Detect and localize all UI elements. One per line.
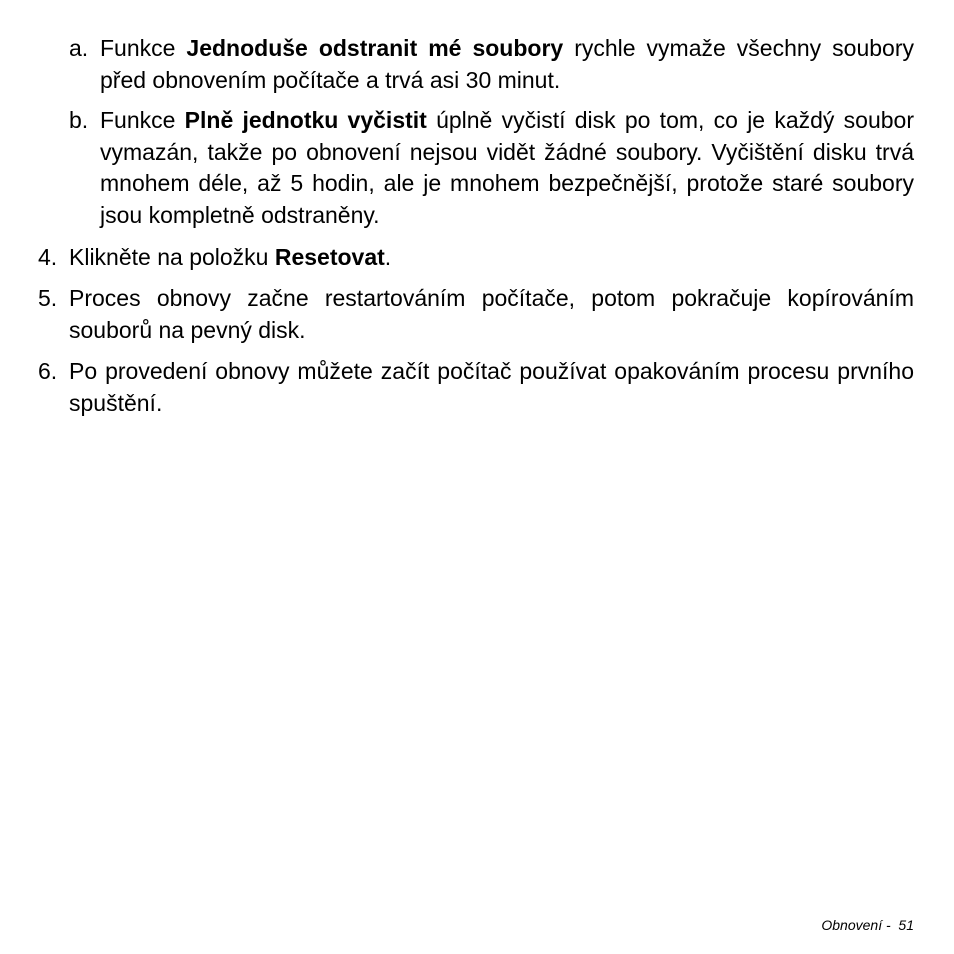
footer-section: Obnovení - (821, 917, 891, 933)
list-item-b (69, 105, 914, 231)
list-marker: 6. (38, 358, 58, 384)
bold-term: Jednoduše odstranit mé soubory (186, 35, 564, 61)
page-number: 51 (898, 917, 914, 933)
text-run: . (384, 244, 392, 270)
list-item-step-6 (38, 356, 914, 419)
list-item-text (100, 33, 914, 96)
text-run: Funkce (100, 107, 185, 133)
bold-term: Plně jednotku vyčistit (184, 107, 427, 133)
list-item-step-5 (38, 283, 914, 346)
text-run: Funkce (100, 35, 187, 61)
list-marker: 5. (38, 285, 58, 311)
list-item-step-4 (38, 242, 914, 274)
text-run: rychle vymaže všechny soubory před obnovením počítače a trvá asi 30 minut. (100, 35, 914, 93)
list-marker: 4. (38, 244, 58, 270)
list-item-a (69, 33, 914, 96)
list-marker: a. (69, 35, 89, 61)
list-marker: b. (69, 107, 89, 133)
list-item-text: Po provedení obnovy můžete začít počítač používat opakováním procesu prvního spuštění. (69, 358, 914, 416)
list-item-text (69, 242, 914, 274)
text-run: úplně vyčistí disk po tom, co je každý soubor vymazán, takže po obnovení nejsou vidět žádné soubory. Vyčištění disku trvá mnohem déle, až 5 hodin, ale je mnohem bezpečnější, protože staré soubory jsou kompletně odstraněny. (100, 107, 914, 228)
list-item-text (100, 105, 914, 231)
bold-term: Resetovat (274, 244, 385, 270)
list-item-text: Proces obnovy začne restartováním počítače, potom pokračuje kopírováním souborů na pevný disk. (69, 285, 914, 343)
text-run: Klikněte na položku (69, 244, 275, 270)
page-footer (821, 916, 914, 934)
